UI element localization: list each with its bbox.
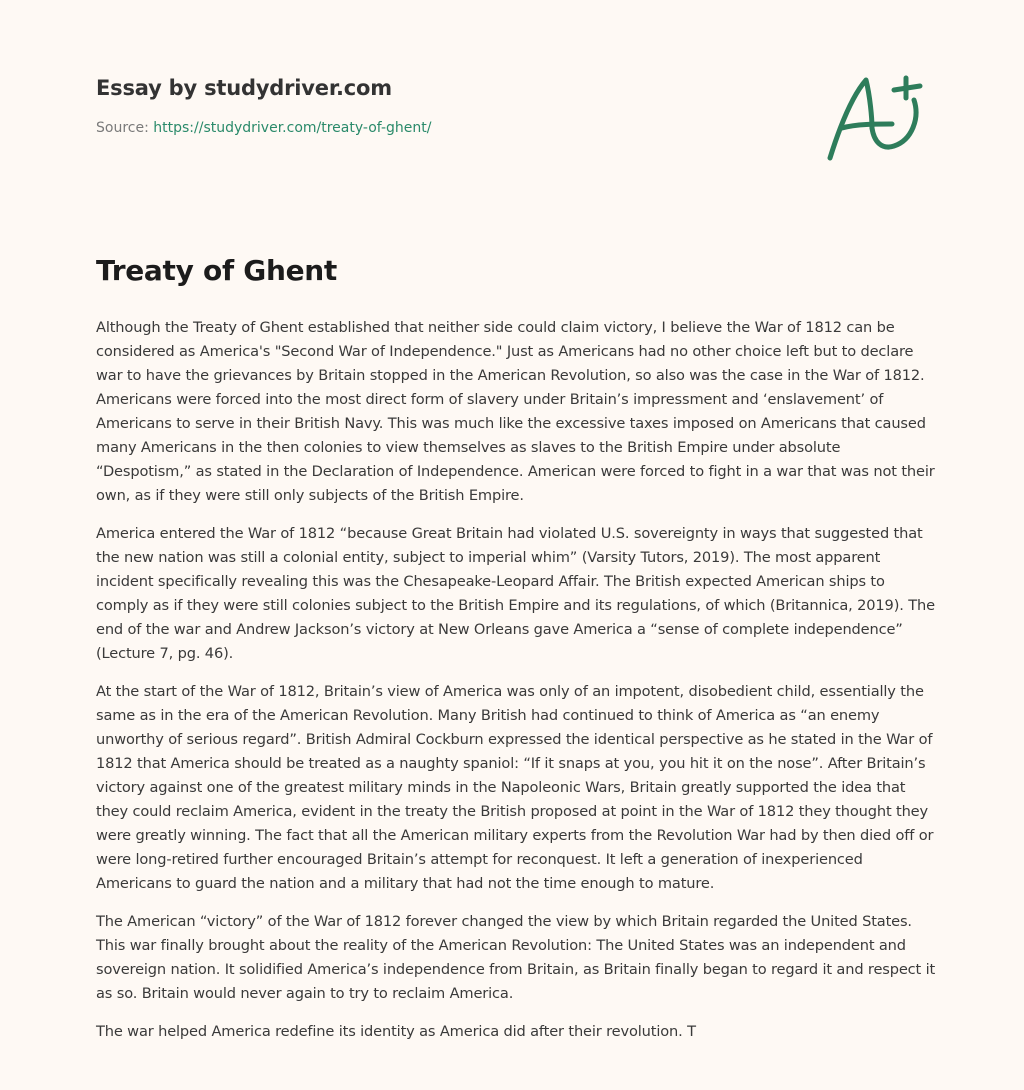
a-plus-grade-icon <box>820 66 930 166</box>
essay-title: Treaty of Ghent <box>96 254 337 287</box>
essay-paragraph: Although the Treaty of Ghent established that neither side could claim victory, I believe the War of 1812 can be considered as America's "Second War of Independence." Just as Americans had no other choice left but to declare war to have the grievances by Britain stopped in the American Revolution, so also was the case in the War of 1812. Americans were forced into the most direct form of slavery under Britain’s impressment and ‘enslavement’ of Americans to serve in their British Navy. This was much like the excessive taxes imposed on Americans that caused many Americans in the then colonies to view themselves as slaves to the British Empire under absolute “Despotism,” as stated in the Declaration of Independence. American were forced to fight in a war that was not their own, as if they were still only subjects of the British Empire. <box>96 319 935 504</box>
page-header <box>96 76 928 136</box>
essay-paragraph: The war helped America redefine its identity as America did after their revolution. T <box>96 1023 696 1040</box>
source-link[interactable]: https://studydriver.com/treaty-of-ghent/ <box>153 120 432 136</box>
site-title: Essay by studydriver.com <box>96 76 392 100</box>
source-label: Source: <box>96 120 149 136</box>
essay-paragraph: America entered the War of 1812 “because Great Britain had violated U.S. sovereignty in ways that suggested that the new nation was still a colonial entity, subject to imperial whim” (Varsity Tutors, 2019). The most apparent incident specifically revealing this was the Chesapeake-Leopard Affair. The British expected American ships to comply as if they were still colonies subject to the British Empire and its regulations, of which (Britannica, 2019). The end of the war and Andrew Jackson’s victory at New Orleans gave America a “sense of complete independence” (Lecture 7, pg. 46). <box>96 525 935 662</box>
essay-paragraph: The American “victory” of the War of 1812 forever changed the view by which Britain regarded the United States. This war finally brought about the reality of the American Revolution: The United States was an independent and sovereign nation. It solidified America’s independence from Britain, as Britain finally began to regard it and respect it as so. Britain would never again to try to reclaim America. <box>96 913 936 1002</box>
essay-paragraph: At the start of the War of 1812, Britain’s view of America was only of an impotent, disobedient child, essentially the same as in the era of the American Revolution. Many British had continued to think of America as “an enemy unworthy of serious regard”. British Admiral Cockburn expressed the identical perspective as he stated in the War of 1812 that America should be treated as a naughty spaniol: “If it snaps at you, you hit it on the nose”. After Britain’s victory against one of the greatest military minds in the Napoleonic Wars, Britain greatly supported the idea that they could reclaim America, evident in the treaty the British proposed at point in the War of 1812 they thought they were greatly winning. The fact that all the American military experts from the Revolution War had by then died off or were long-retired further encouraged Britain’s attempt for reconquest. It left a generation of inexperienced Americans to guard the nation and a military that had not the time enough to mature. <box>96 683 934 892</box>
essay-body <box>96 316 936 1058</box>
source-line <box>96 120 928 136</box>
